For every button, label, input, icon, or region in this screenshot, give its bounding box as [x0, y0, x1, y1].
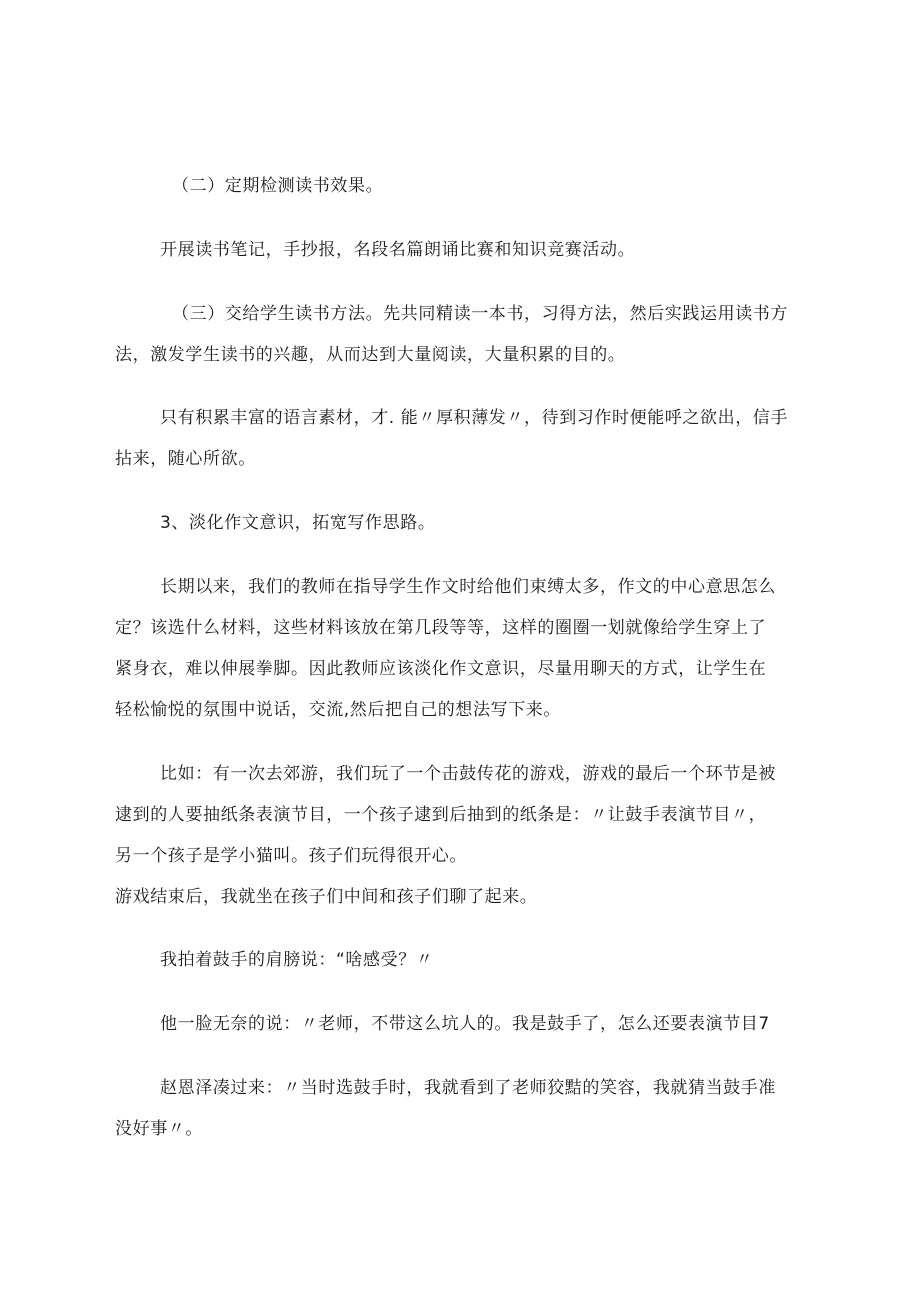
paragraph-line: 开展读书笔记，手抄报，名段名篇朗诵比赛和知识竞赛活动。 [160, 240, 636, 260]
paragraph-line: 只有积累丰富的语言素材，才. 能〃厚积薄发〃，待到习作时便能呼之欲出，信手 [160, 408, 789, 428]
paragraph-line: 拈来，随心所欲。 [115, 449, 256, 469]
paragraph-line: 他一脸无奈的说：〃老师，不带这么坑人的。我是鼓手了，怎么还要表演节目7 [160, 1014, 770, 1034]
paragraph-line: 另一个孩子是学小猫叫。孩子们玩得很开心。 [115, 846, 467, 866]
paragraph-line: 法，激发学生读书的兴趣，从而达到大量阅读，大量积累的目的。 [115, 345, 626, 365]
paragraph-line: 游戏结束后，我就坐在孩子们中间和孩子们聊了起来。 [115, 887, 538, 907]
section-heading: 3、淡化作文意识，拓宽写作思路。 [160, 513, 436, 533]
paragraph-line: 定？该选什么材料，这些材料该放在第几段等等，这样的圈圈一划就像给学生穿上了 [115, 618, 767, 638]
paragraph-line: （三）交给学生读书方法。先共同精读一本书，习得方法，然后实践运用读书方 [172, 304, 788, 324]
paragraph-line: 紧身衣，难以伸展拳脚。因此教师应该淡化作文意识，尽量用聊天的方式，让学生在 [115, 659, 767, 679]
paragraph-line: 轻松愉悦的氛围中说话，交流,然后把自己的想法写下来。 [115, 700, 562, 720]
paragraph-line: （二）定期检测读书效果。 [172, 176, 384, 196]
paragraph-line: 逮到的人要抽纸条表演节目，一个孩子逮到后抽到的纸条是：〃让鼓手表演节目〃， [115, 805, 767, 825]
paragraph-line: 没好事〃。 [115, 1119, 203, 1139]
paragraph-line: 我拍着鼓手的肩膀说：“啥感受？〃 [160, 950, 434, 970]
paragraph-line: 比如：有一次去郊游，我们玩了一个击鼓传花的游戏，游戏的最后一个环节是被 [160, 764, 776, 784]
paragraph-line: 赵恩泽凑过来：〃当时选鼓手时，我就看到了老师狡黠的笑容，我就猜当鼓手准 [160, 1078, 776, 1098]
paragraph-line: 长期以来，我们的教师在指导学生作文时给他们束缚太多，作文的中心意思怎么 [160, 577, 776, 597]
